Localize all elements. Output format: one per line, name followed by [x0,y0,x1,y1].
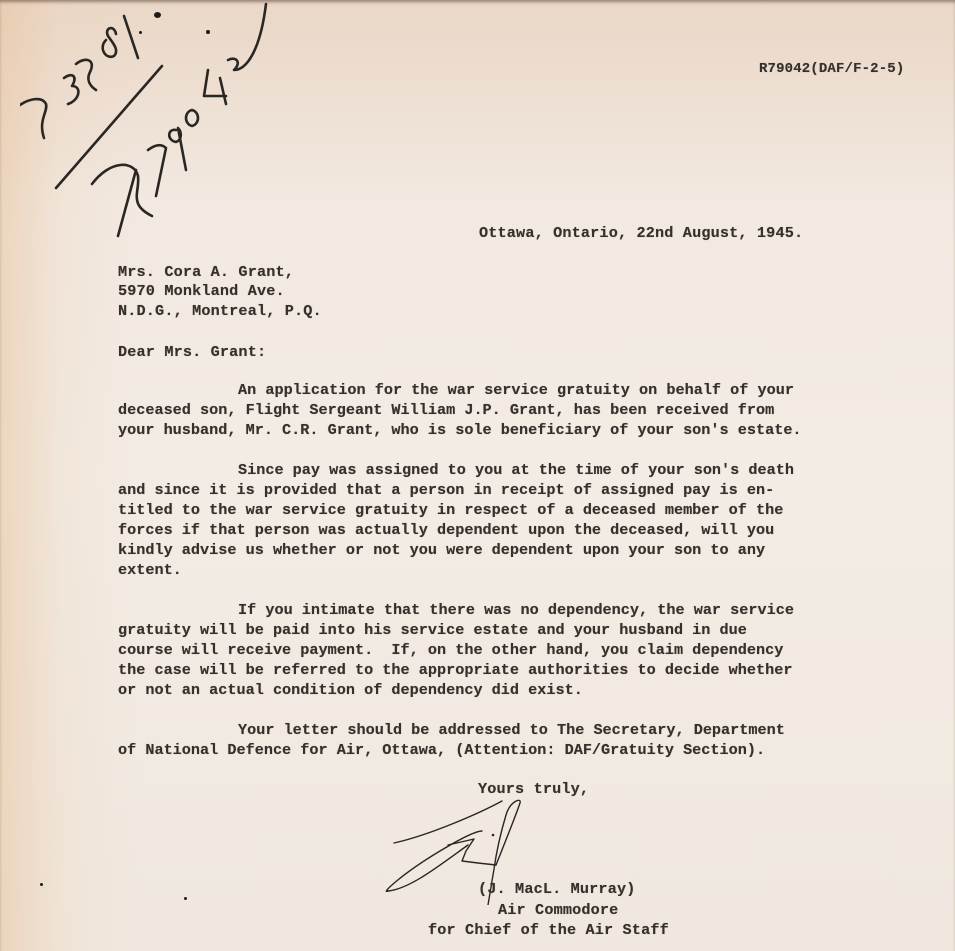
ink-speck [40,883,43,886]
paragraph-line: extent. [118,561,182,579]
paragraph-line: Since pay was assigned to you at the time of your son's death [238,461,794,479]
paragraph-address-instructions [118,720,785,760]
handwritten-annotation [20,0,280,240]
paragraph-line: your husband, Mr. C.R. Grant, who is sole beneficiary of your son's estate. [118,421,802,439]
paragraph-dependency-question [118,460,794,580]
paragraph-line: kindly advise us whether or not you were dependent upon your son to any [118,541,766,559]
paragraph-line: If you intimate that there was no dependency, the war service [238,601,794,619]
paragraph-application [118,380,802,440]
paragraph-line: of National Defence for Air, Ottawa, (Attention: DAF/Gratuity Section). [118,741,766,759]
recipient-city: N.D.G., Montreal, P.Q. [118,302,322,320]
paragraph-line: or not an actual condition of dependency did exist. [118,681,583,699]
paragraph-line: and since it is provided that a person in receipt of assigned pay is en- [118,481,775,499]
salutation: Dear Mrs. Grant: [118,343,267,361]
paragraph-line: titled to the war service gratuity in respect of a deceased member of the [118,501,784,519]
paragraph-line: course will receive payment. If, on the other hand, you claim dependency [118,641,784,659]
paragraph-line: the case will be referred to the appropriate authorities to decide whether [118,661,793,679]
ink-speck [154,12,161,18]
dateline: Ottawa, Ontario, 22nd August, 1945. [479,224,804,242]
paragraph-line: forces if that person was actually dependent upon the deceased, will you [118,521,775,539]
ink-speck [184,897,187,900]
reference-number: R79042(DAF/F-2-5) [759,61,905,77]
signatory-name: (J. MacL. Murray) [478,880,636,898]
signatory-role: for Chief of the Air Staff [428,921,669,939]
paragraph-line: deceased son, Flight Sergeant William J.P. Grant, has been received from [118,401,775,419]
paragraph-line: gratuity will be paid into his service estate and your husband in due [118,621,747,639]
closing: Yours truly, [478,780,590,798]
ink-speck [139,31,142,34]
paragraph-outcomes [118,600,794,700]
signatory-rank: Air Commodore [498,901,619,919]
recipient-street: 5970 Monkland Ave. [118,282,285,300]
paragraph-line: Your letter should be addressed to The Secretary, Department [238,721,785,739]
recipient-name: Mrs. Cora A. Grant, [118,263,295,281]
paragraph-line: An application for the war service gratuity on behalf of your [238,381,794,399]
ink-speck [206,30,210,34]
